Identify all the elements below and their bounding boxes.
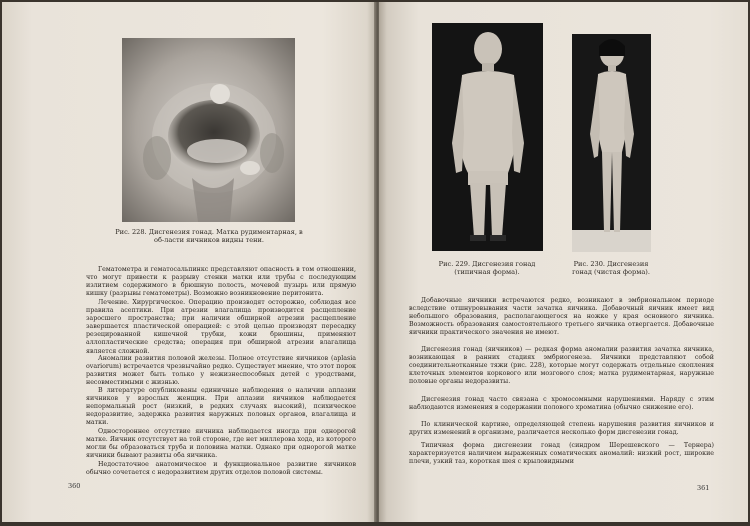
xray-figure-228 bbox=[122, 38, 295, 222]
figure-230-image bbox=[572, 34, 651, 252]
xray-image bbox=[122, 38, 295, 222]
page-number-left: 360 bbox=[68, 482, 81, 490]
open-book bbox=[2, 2, 748, 522]
figure-229-caption bbox=[431, 260, 543, 276]
figure-229-caption-text: Рис. 229. Дисгенезия гонад (типичная форма). bbox=[438, 260, 536, 276]
right-page bbox=[379, 2, 748, 522]
paragraph-chromosomal: Дисгенезия гонад часто связана с хромосомными нарушениями. Наряду с этим наблюдаются изменения в содержании полового хроматина (обычно снижение его). bbox=[409, 396, 714, 412]
paragraph-typical-form: Типичная форма дисгенезии гонад (синдром Шерешевского — Тернера) характеризуется наличием выраженных соматических аномалий: низкий рост, широкие плечи, узкий таз, короткая шея с крыловидными bbox=[409, 442, 714, 466]
paragraph-treatment: Лечение. Хирургическое. Операцию производят осторожно, соблюдая все правила асептики. При атрезии влагалища производится расщепление заросшего пространства; при наличии обширной атрезии расщепление завершается пластической операцией: с этой целью производят пересадку резецированной кишечной трубки, кожи брюшины, применяют аллопластические средства; операция при обширной атрезии влагалища является сложной. bbox=[86, 299, 356, 355]
paragraph-one-sided: Одностороннее отсутствие яичника наблюдается иногда при однорогой матке. Яичник отсутствует на той стороне, где нет миллерова хода, из которого могли бы образоваться труба и половина матки. Однако при однорогой матке яичники бывают развиты оба яичника. bbox=[86, 428, 356, 460]
figure-229-image bbox=[432, 23, 543, 251]
paragraph-underdevelopment: Недостаточное анатомическое и функциональное развитие яичников обычно сочетается с недоразвитием других отделов половой системы. bbox=[86, 461, 356, 477]
paragraph-accessory-ovaries: Добавочные яичники встречаются редко, возникают в эмбриональном периоде вследствие отшнуровывания части зачатка яичника. Добавочный яичник имеет вид небольшого образования, располагающегося на ножке у края основного яичника. Возможность образования самостоятельного третьего яичника отвергается. Добавочные яичники практического значения не имеют. bbox=[409, 297, 714, 337]
paragraph-literature: В литературе опубликованы единичные наблюдения о наличии аплазии яичников у взрослых женщин. При аплазии яичников наблюдается непормальный рост (низкий, в редких случаях высокий), психическое недоразвитие, задержка развития наружных половых органов, влагалища и матки. bbox=[86, 387, 356, 427]
paragraph-gonadal-dysgenesis: Дисгенезия гонад (яичников) — редкая форма аномалии развития зачатка яичника, возникающая в ранних стадиях эмбриогенеза. Яичники представляют собой соединительнотканные тяжи (рис. 228), которые могут содержать отдельные скопления клеточных элементов коркового или мозгового слоя; матка рудиментарная, наружные половые органы недоразвиты. bbox=[409, 346, 714, 386]
page-number-right: 361 bbox=[697, 484, 710, 492]
figure-228-caption-text: Рис. 228. Дисгенезия гонад. Матка рудиментарная, в об-ласти яичников видны тени. bbox=[115, 228, 303, 244]
left-page bbox=[2, 2, 376, 522]
paragraph-hematometra: Гематометра и гематосальпинкс представляют опасность в том отношении, что могут привести к разрыву стенки матки или трубы с последующим излитием содержимого в брюшную полость, мочевой пузырь или прямую кишку (разрывы гематометры). Возможно возникновение перитонита. bbox=[86, 266, 356, 298]
paragraph-clinical-forms: По клинической картине, определяющей степень нарушения развития яичников и других изменений в организме, различается несколько форм дисгенезии гонад. bbox=[409, 421, 714, 437]
figure-228-caption bbox=[114, 228, 304, 244]
figure-229-photo bbox=[432, 23, 543, 251]
figure-230-caption-text: Рис. 230. Дисгенезия гонад (чистая форма). bbox=[572, 260, 650, 276]
figure-230-caption bbox=[565, 260, 657, 276]
figure-230-photo bbox=[572, 34, 651, 252]
paragraph-gonad-anomalies: Аномалии развития половой железы. Полное отсутствие яичников (aplasia ovariorum) встречается чрезвычайно редко. Существует мнение, что этот порок развития может быть только у нежизнеспособных детей с уродствами, несовместимыми с жизнью. bbox=[86, 355, 356, 387]
